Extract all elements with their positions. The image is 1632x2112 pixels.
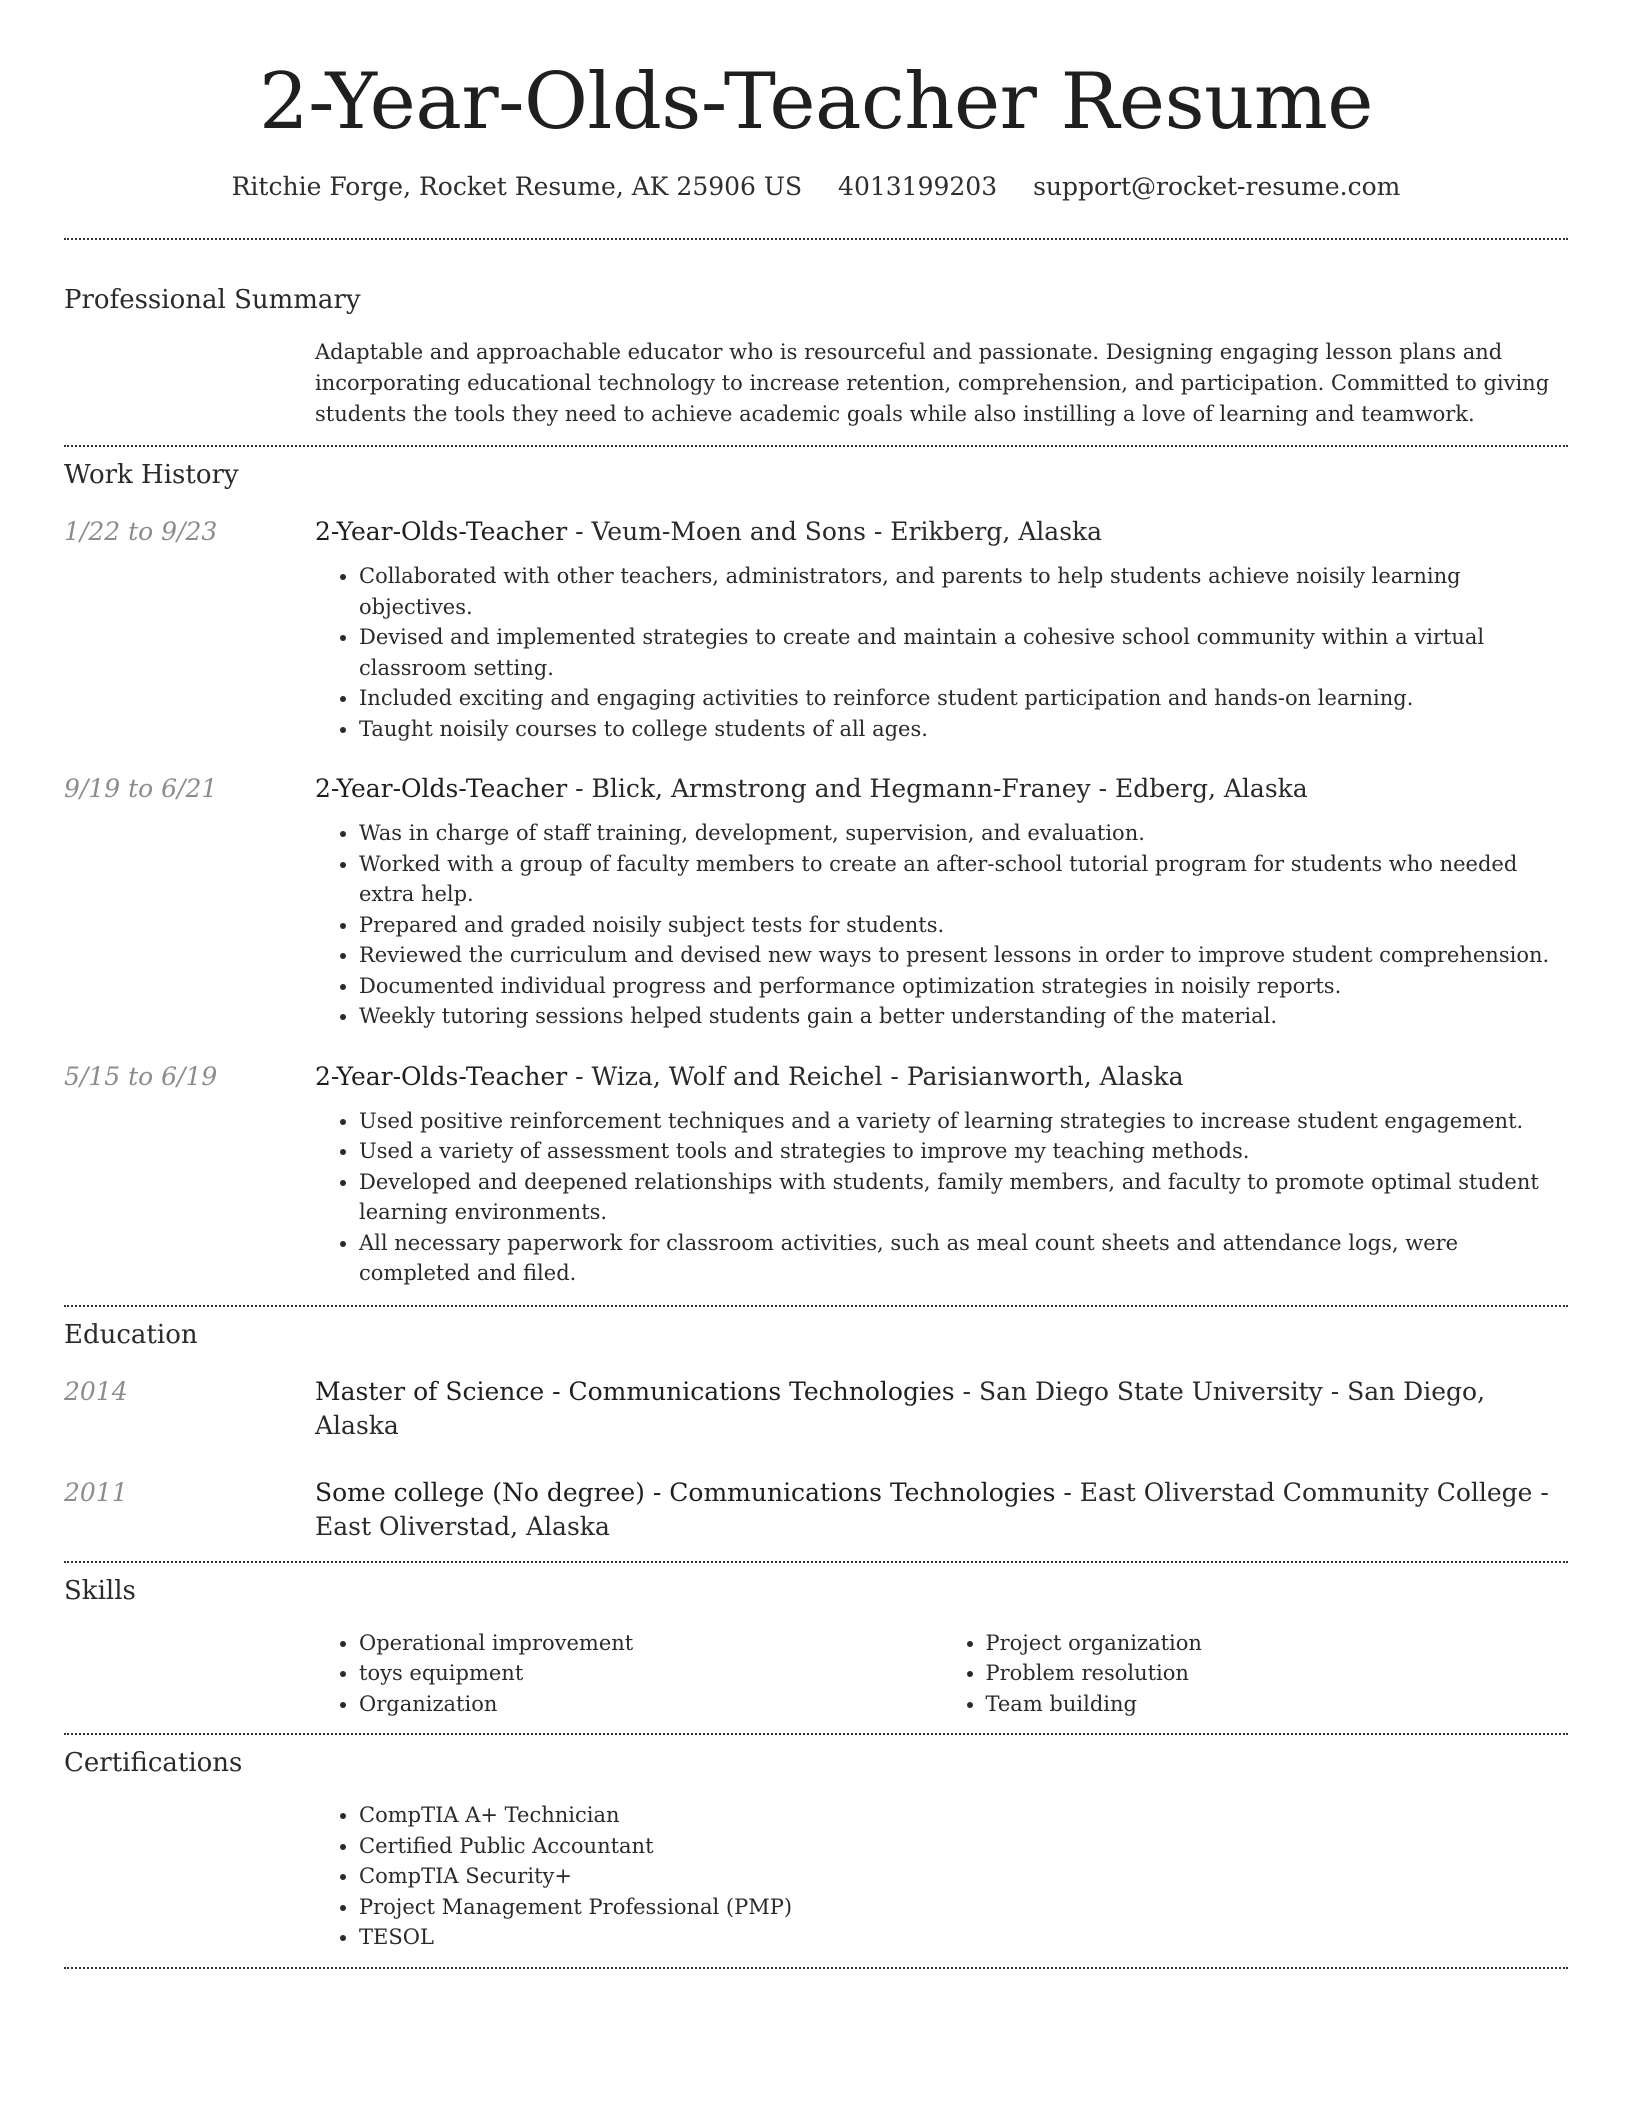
job-heading bbox=[315, 515, 1568, 549]
job-entry bbox=[64, 515, 1568, 744]
job-dates: 9/19 to 6/21 bbox=[64, 774, 218, 803]
education-heading-line bbox=[315, 1375, 1568, 1443]
job-employer-location: - Veum-Moen and Sons - Erikberg, Alaska bbox=[567, 517, 1103, 546]
list-item: • Reviewed the curriculum and devised new ways to present lessons in order to improve student comprehension. bbox=[359, 940, 1568, 971]
section-divider bbox=[64, 1561, 1568, 1563]
list-item: • CompTIA Security+ bbox=[359, 1861, 1568, 1892]
list-item: • Collaborated with other teachers, administrators, and parents to help students achieve noisily learning objectives. bbox=[359, 561, 1568, 622]
skills-grid bbox=[315, 1628, 1568, 1720]
contact-line bbox=[64, 170, 1568, 204]
resume-page bbox=[64, 0, 1568, 1969]
education-year: 2014 bbox=[64, 1376, 128, 1406]
list-item: • CompTIA A+ Technician bbox=[359, 1800, 1568, 1831]
education-degree: Some college (No degree) - Communications Technologies bbox=[315, 1477, 1056, 1507]
list-item: • All necessary paperwork for classroom activities, such as meal count sheets and attendance logs, were completed and filed. bbox=[359, 1228, 1568, 1289]
education-school-location: - East Oliverstad Community College - East Oliverstad, Alaska bbox=[315, 1477, 1549, 1541]
education-heading: Education bbox=[64, 1319, 198, 1350]
work-history-heading: Work History bbox=[64, 460, 239, 490]
contact-phone: 4013199203 bbox=[838, 172, 998, 201]
section-divider bbox=[64, 1733, 1568, 1735]
job-employer-location: - Wiza, Wolf and Reichel - Parisianworth, Alaska bbox=[567, 1061, 1184, 1091]
education-entry bbox=[64, 1476, 1568, 1544]
list-item: • Weekly tutoring sessions helped students gain a better understanding of the material. bbox=[359, 1001, 1568, 1032]
section-divider bbox=[64, 445, 1568, 447]
education-school-location: - San Diego State University - San Diego, Alaska bbox=[315, 1376, 1486, 1440]
list-item: • Organization bbox=[359, 1689, 942, 1720]
list-item: • Operational improvement bbox=[359, 1628, 942, 1659]
summary-heading: Professional Summary bbox=[64, 285, 361, 315]
contact-address: Ritchie Forge, Rocket Resume, AK 25906 US bbox=[231, 172, 803, 201]
list-item: • Developed and deepened relationships with students, family members, and faculty to promote optimal student learning environments. bbox=[359, 1167, 1568, 1228]
certifications-list bbox=[315, 1800, 1568, 1953]
resume-title: 2-Year-Olds-Teacher Resume bbox=[259, 57, 1373, 147]
section-divider bbox=[64, 1967, 1568, 1969]
list-item: • toys equipment bbox=[359, 1658, 942, 1689]
job-dates: 5/15 to 6/19 bbox=[64, 1061, 218, 1091]
certifications-heading: Certifications bbox=[64, 1748, 243, 1778]
summary-text: Adaptable and approachable educator who is resourceful and passionate. Designing engaging lesson plans and incorporating educational technology to increase retention, comprehension, and participation. Committed to giving students the tools they need to achieve academic goals while also instilling a love of learning and teamwork. bbox=[315, 340, 1550, 426]
list-item: • Documented individual progress and performance optimization strategies in noisily reports. bbox=[359, 971, 1568, 1002]
job-bullets bbox=[315, 818, 1568, 1032]
section-divider bbox=[64, 1305, 1568, 1307]
list-item: • Devised and implemented strategies to create and maintain a cohesive school community within a virtual classroom setting. bbox=[359, 622, 1568, 683]
education-year: 2011 bbox=[64, 1477, 128, 1507]
list-item: • Worked with a group of faculty members to create an after-school tutorial program for students who needed extra help. bbox=[359, 849, 1568, 910]
list-item: • Problem resolution bbox=[986, 1658, 1569, 1689]
list-item: • Used a variety of assessment tools and strategies to improve my teaching methods. bbox=[359, 1136, 1568, 1167]
list-item: • TESOL bbox=[359, 1922, 1568, 1953]
job-entry bbox=[64, 1060, 1568, 1289]
list-item: • Project organization bbox=[986, 1628, 1569, 1659]
list-item: • Used positive reinforcement techniques and a variety of learning strategies to increase student engagement. bbox=[359, 1106, 1568, 1137]
education-heading-line bbox=[315, 1476, 1568, 1544]
list-item: • Team building bbox=[986, 1689, 1569, 1720]
list-item: • Prepared and graded noisily subject tests for students. bbox=[359, 910, 1568, 941]
job-entry bbox=[64, 772, 1568, 1032]
job-employer-location: - Blick, Armstrong and Hegmann-Franey - Edberg, Alaska bbox=[567, 774, 1308, 803]
job-title: 2-Year-Olds-Teacher bbox=[315, 517, 568, 546]
list-item: • Project Management Professional (PMP) bbox=[359, 1892, 1568, 1923]
job-title: 2-Year-Olds-Teacher bbox=[315, 1061, 568, 1091]
list-item: • Certified Public Accountant bbox=[359, 1831, 1568, 1862]
section-divider bbox=[64, 238, 1568, 240]
list-item: • Was in charge of staff training, development, supervision, and evaluation. bbox=[359, 818, 1568, 849]
education-entry bbox=[64, 1375, 1568, 1443]
list-item: • Taught noisily courses to college students of all ages. bbox=[359, 714, 1568, 745]
job-title: 2-Year-Olds-Teacher bbox=[315, 774, 568, 803]
job-dates: 1/22 to 9/23 bbox=[64, 517, 218, 546]
list-item: • Included exciting and engaging activities to reinforce student participation and hands-on learning. bbox=[359, 683, 1568, 714]
skills-left-column bbox=[315, 1628, 942, 1720]
education-degree: Master of Science - Communications Technologies bbox=[315, 1376, 955, 1406]
skills-heading: Skills bbox=[64, 1575, 136, 1606]
job-heading bbox=[315, 772, 1568, 806]
job-bullets bbox=[315, 561, 1568, 744]
job-heading bbox=[315, 1060, 1568, 1094]
contact-email[interactable]: support@rocket-resume.com bbox=[1033, 172, 1401, 201]
job-bullets bbox=[315, 1106, 1568, 1289]
skills-right-column bbox=[942, 1628, 1569, 1720]
